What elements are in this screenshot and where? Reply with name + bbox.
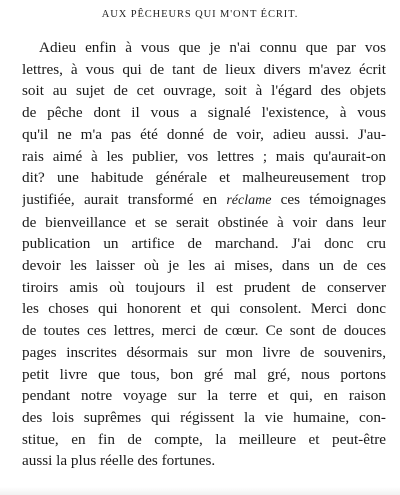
text-line: qu'il ne m'a pas été donné de voir, adieu aussi. J'au- [22,125,386,143]
text-line: pages inscrites désormais sur mon livre de souvenirs, [22,343,386,361]
text-line: publication un artifice de marchand. J'ai donc cru [22,235,386,253]
text-line: dit? une habitude générale et malheureusement trop [22,169,386,187]
text-line: tiroirs amis où toujours il est prudent de conserver [22,278,386,296]
text-line: aussi la plus réelle des fortunes. [22,452,216,470]
text-line: de toutes ces lettres, merci de cœur. Ce sont de douces [22,322,386,340]
text-fragment: ces témoignages [280,190,386,208]
running-head: AUX PÊCHEURS QUI M'ONT ÉCRIT. [101,9,299,20]
text-line: petit livre que tous, bon gré mal gré, nous portons [22,365,386,383]
text-line: soit au sujet de cet ouvrage, soit à l'égard des objets [22,82,386,100]
text-line: des lois suprêmes qui régissent la vie humaine, con- [22,408,386,426]
text-line: rais aimé à les publier, vos lettres ; mais qu'aurait-on [22,147,386,165]
text-line: les choses qui honorent et qui consolent. Merci donc [22,300,386,318]
page-edge [0,487,400,495]
text-line: devoir les laisser où je les ai mises, dans un de ces [22,257,386,275]
text-line-with-italic [22,189,386,212]
text-fragment: justifiée, aurait transformé en [22,190,218,208]
text-line: Adieu enfin à vous que je n'ai connu que par vos [39,39,386,56]
text-line: de pêche dont il vous a signalé l'existence, à vous [22,104,386,122]
text-line: de bienveillance et se serait obstinée à voir dans leur [22,213,386,231]
text-line: lettres, à vous qui de tant de lieux divers m'avez écrit [22,60,386,78]
text-line: stitue, en fin de compte, la meilleure et peut-être [22,430,386,448]
italic-word: réclame [226,192,272,208]
paragraph [22,37,386,472]
text-line: pendant notre voyage sur la terre et qui, en raison [22,387,386,405]
